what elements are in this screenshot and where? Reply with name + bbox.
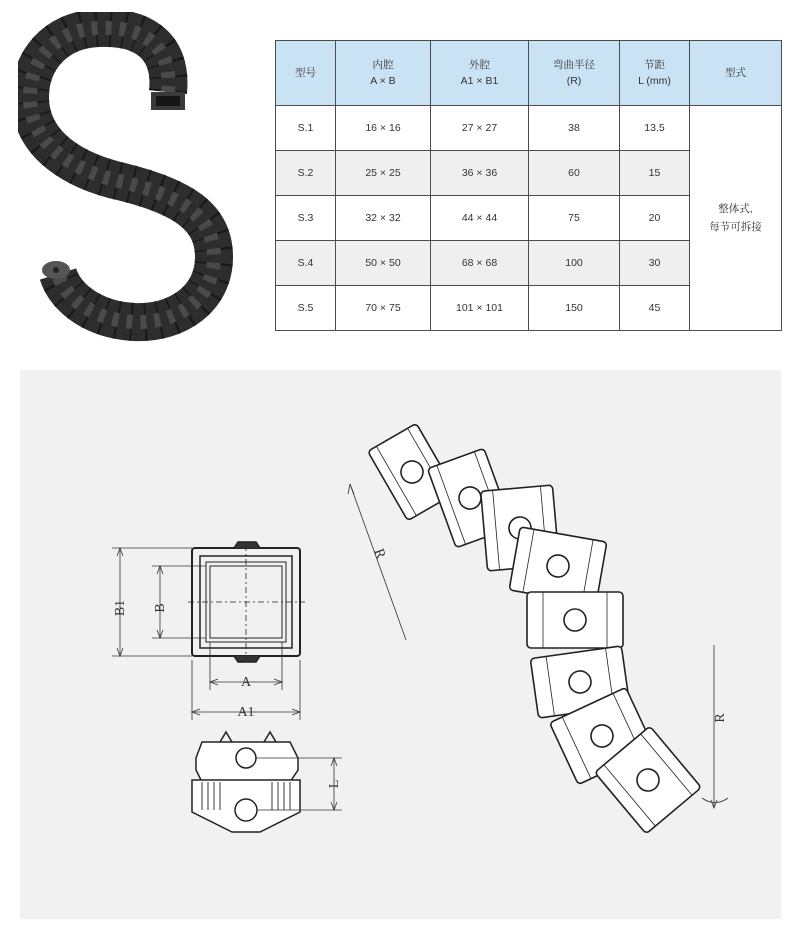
cell-type: 整体式, 每节可拆接 [690, 106, 782, 331]
spec-table [275, 40, 782, 331]
dim-label-a: A [240, 675, 252, 690]
cell-radius: 60 [529, 151, 620, 196]
cell-model: S.1 [276, 106, 336, 151]
dim-label-b1: B1 [113, 599, 128, 617]
cell-outer: 36 × 36 [431, 151, 529, 196]
header-radius: 弯曲半径 (R) [529, 41, 620, 106]
curved-chain-view [368, 423, 702, 833]
cell-outer: 101 × 101 [431, 286, 529, 331]
cell-pitch: 13.5 [620, 106, 690, 151]
cell-radius: 38 [529, 106, 620, 151]
cell-radius: 75 [529, 196, 620, 241]
cell-outer: 44 × 44 [431, 196, 529, 241]
cell-pitch: 20 [620, 196, 690, 241]
cell-inner: 16 × 16 [336, 106, 431, 151]
technical-drawing [20, 370, 781, 919]
cell-inner: 50 × 50 [336, 241, 431, 286]
cell-radius: 100 [529, 241, 620, 286]
cell-outer: 27 × 27 [431, 106, 529, 151]
dim-label-r-left: R [370, 546, 388, 561]
dim-label-b: B [153, 603, 168, 613]
cell-pitch: 15 [620, 151, 690, 196]
cell-model: S.4 [276, 241, 336, 286]
header-pitch: 节距 L (mm) [620, 41, 690, 106]
cell-model: S.5 [276, 286, 336, 331]
dim-label-a1: A1 [237, 705, 255, 720]
cell-radius: 150 [529, 286, 620, 331]
cell-model: S.2 [276, 151, 336, 196]
cell-outer: 68 × 68 [431, 241, 529, 286]
cell-pitch: 30 [620, 241, 690, 286]
dim-label-l: L [327, 779, 342, 789]
cell-model: S.3 [276, 196, 336, 241]
table-header-row [276, 41, 782, 106]
cross-section-view [188, 542, 305, 662]
header-type: 型式 [690, 41, 782, 106]
technical-drawing-panel [20, 370, 781, 919]
cell-pitch: 45 [620, 286, 690, 331]
dim-label-r-right: R [713, 713, 728, 723]
drag-chain-photo [18, 12, 238, 347]
table-row [276, 106, 782, 151]
header-inner: 内腔 A × B [336, 41, 431, 106]
cell-inner: 25 × 25 [336, 151, 431, 196]
header-outer: 外腔 A1 × B1 [431, 41, 529, 106]
cell-inner: 70 × 75 [336, 286, 431, 331]
header-model: 型号 [276, 41, 336, 106]
cell-inner: 32 × 32 [336, 196, 431, 241]
side-view [192, 732, 300, 832]
